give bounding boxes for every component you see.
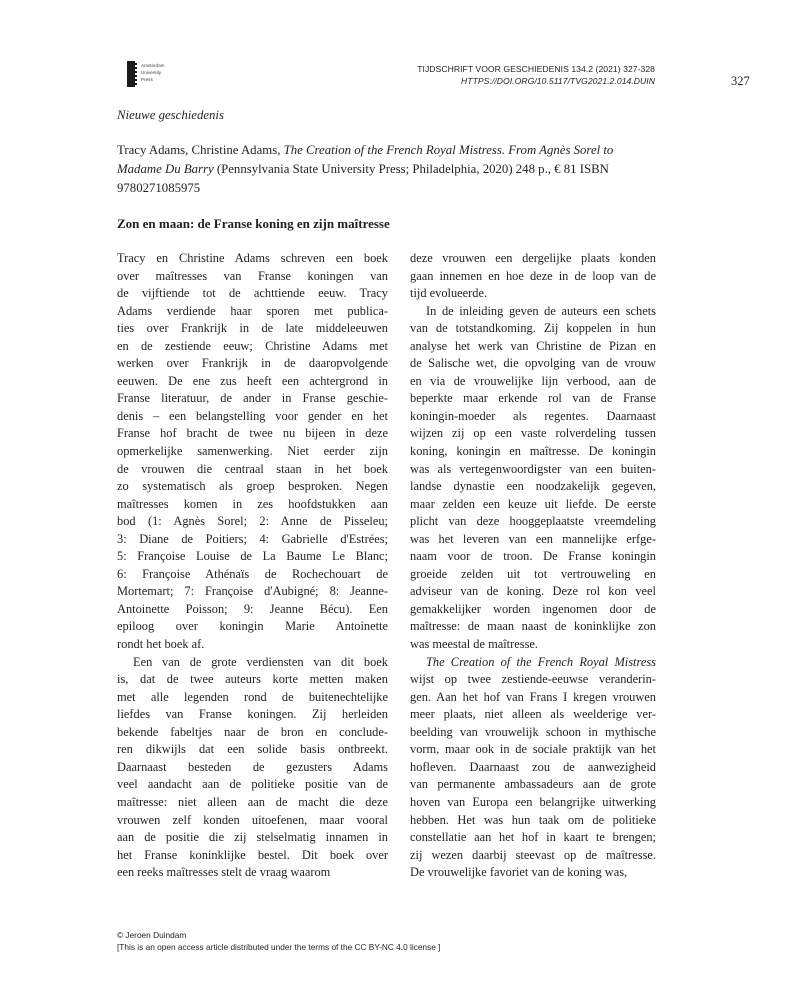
text-line: gaan innemen en hoe deze in de loop van de — [410, 268, 656, 283]
text-line: maîtresses komen in zes hoofdstukken aan — [117, 496, 388, 511]
text-line: Antoinette Poisson; 9: Jeanne Bécu). Een — [117, 601, 388, 616]
text-line: en de zestiende eeuw; Christine Adams met — [117, 338, 388, 353]
text-line: groeide zelden uit tot vertrouweling en — [410, 566, 656, 581]
text-line: De vrouwelijke favoriet van de koning was, — [410, 865, 628, 880]
text-line: vorm, maar ook in de sociale praktijk van het — [410, 742, 656, 757]
doi-link[interactable]: HTTPS://DOI.ORG/10.5117/TVG2021.2.014.DUIN — [461, 76, 655, 86]
text-line: ties over Frankrijk in de late middeleeuwen — [117, 321, 388, 336]
license-notice: [This is an open access article distributed under the terms of the CC BY-NC 4.0 license ] — [117, 942, 441, 952]
text-line: meer plaats, niet alleen als weelderige ver- — [410, 707, 656, 722]
text-line: constellatie aan het hof in kaart te brengen; — [410, 830, 656, 845]
text-line: zo systematisch als groep besproken. Negen — [117, 479, 388, 494]
text-line: beperkte maar erkende rol van de Franse — [410, 391, 656, 406]
text-line: de vrouwen die centraal staan in het boek — [117, 461, 388, 476]
text-line: epiloog over koningin Marie Antoinette — [117, 619, 388, 634]
text-line: rondt het boek af. — [117, 637, 205, 652]
text-line: 5: Françoise Louise de La Baume Le Blanc; — [117, 549, 388, 564]
body-column-left — [117, 250, 388, 882]
copyright-notice: © Jeroen Duindam — [117, 930, 187, 940]
text-line: landse dynastie een noodzakelijk gegeven, — [410, 479, 656, 494]
text-line: In de inleiding geven de auteurs een schets — [426, 303, 656, 318]
text-line: over maîtresses van Franse koningen van — [117, 268, 388, 283]
text-line: bekende fabeltjes naar de bron en conclude- — [117, 724, 388, 739]
text-line: eeuwen. De ene zus heeft een achtergrond in — [117, 373, 388, 388]
body-column-right — [410, 250, 656, 882]
text-line: een reeks maîtresses stelt de vraag waarom — [117, 865, 331, 880]
book-spine-icon — [127, 61, 135, 87]
text-line: is, dat de twee auteurs korte metten maken — [117, 672, 388, 687]
text-line: maîtresse: de maan naast de koninklijke zon — [410, 619, 656, 634]
text-line: koning, koningin en maîtresse. De koningin — [410, 444, 656, 459]
citation-publication: (Pennsylvania State University Press; Philadelphia, 2020) 248 p., € 81 ISBN 9780271085975 — [117, 162, 609, 195]
text-line: Tracy en Christine Adams schreven een boek — [117, 251, 388, 265]
text-line: maar zelden een keuze uit liefde. De eerste — [410, 496, 656, 511]
text-line: vrouwen zelf konden uitoefenen, maar vooral — [117, 812, 388, 827]
text-line: van de totstandkoming. Zij koppelen in hun — [410, 321, 656, 336]
text-line: de vijftiende tot de achttiende eeuw. Tracy — [117, 286, 388, 301]
journal-header — [417, 63, 655, 87]
text-line: tijd evolueerde. — [410, 286, 488, 301]
publisher-logo — [127, 61, 177, 87]
text-line: Franse literatuur, de ander in Franse geschie- — [117, 391, 388, 406]
text-line: hofleven. Daarnaast zou de aanwezigheid — [410, 759, 656, 774]
publisher-line-2: University — [141, 70, 162, 75]
text-line: deze vrouwen een dergelijke plaats konden — [410, 251, 656, 265]
text-line: opmerkelijke samenwerking. Niet eerder zijn — [117, 444, 388, 459]
text-line: met alle legenden rond de buitenechtelijke — [117, 689, 388, 704]
text-line: Daarnaast besteden de gezusters Adams — [117, 759, 388, 774]
publisher-name — [141, 62, 165, 83]
publisher-line-1: Amsterdam — [141, 63, 165, 68]
text-line: naam voor de troon. De Franse koningin — [410, 549, 656, 564]
text-line: ren dikwijls dat een solide basis ontbreekt. — [117, 742, 388, 757]
text-line: 6: Françoise Athénaïs de Rochechouart de — [117, 566, 388, 581]
footer — [117, 929, 440, 953]
text-line: Mortemart; 7: Françoise d'Aubigné; 8: Jeanne- — [117, 584, 388, 599]
text-line: Franse hof bracht de twee nu bijeen in deze — [117, 426, 388, 441]
text-line: Een van de grote verdiensten van dit boek — [133, 654, 388, 669]
text-line: bod (1: Agnès Sorel; 2: Anne de Pisseleu; — [117, 514, 388, 529]
section-label: Nieuwe geschiedenis — [117, 108, 224, 122]
text-line: was het leveren van een mannelijke erfge- — [410, 531, 656, 546]
text-line: maîtresse: niet alleen aan de macht die deze — [117, 794, 388, 809]
text-line: werken over Frankrijk in de daaropvolgende — [117, 356, 388, 371]
text-line: Adams verdiende haar sporen met publica- — [117, 303, 388, 318]
text-line: gen. Aan het hof van Frans I kregen vrouwen — [410, 689, 656, 704]
text-line: 3: Diane de Poitiers; 4: Gabrielle d'Estrées; — [117, 531, 388, 546]
text-line: wijst op twee zestiende-eeuwse veranderin- — [410, 672, 656, 687]
text-line: van permanente ambassadeurs aan de grote — [410, 777, 656, 792]
text-line: analyse het werk van Christine de Pizan en — [410, 338, 656, 353]
text-line: denis – een belangstelling voor gender en het — [117, 408, 388, 423]
text-line: hoven van Europa een belangrijke uitwerking — [410, 794, 656, 809]
text-line: en via de vrouwelijke lijn verbood, aan de — [410, 373, 656, 388]
text-line: veel aandacht aan de politieke positie van de — [117, 777, 388, 792]
citation-authors: Tracy Adams, Christine Adams, — [117, 143, 281, 157]
book-citation — [117, 141, 657, 198]
text-line: was als vertegenwoordigster van een buiten- — [410, 461, 656, 476]
text-line: zij wezen daarbij steevast op de maîtresse. — [410, 847, 656, 862]
text-line: gemakkelijker worden ingenomen door de — [410, 601, 656, 616]
journal-citation: TIJDSCHRIFT VOOR GESCHIEDENIS 134.2 (2021) 327-328 — [417, 64, 655, 74]
text-line: koningin-moeder als regentes. Daarnaast — [410, 408, 656, 423]
publisher-line-3: Press — [141, 77, 153, 82]
text-line: plicht van deze hooggeplaatste vreemdeling — [410, 514, 656, 529]
review-title: Zon en maan: de Franse koning en zijn maîtresse — [117, 216, 390, 231]
text-line: het Franse koninklijke bestel. Dit boek over — [117, 847, 388, 862]
page-number: 327 — [731, 74, 750, 88]
text-line: adviseur van de koning. Deze rol kon veel — [410, 584, 656, 599]
text-line: The Creation of the French Royal Mistress — [426, 654, 656, 669]
text-line: liefdes van Franse koningen. Zij herleiden — [117, 707, 388, 722]
text-line: was meestal de maîtresse. — [410, 637, 538, 652]
text-line: aan de positie die zij stelselmatig innamen in — [117, 830, 388, 845]
text-line: wijzen zij op een vaste rolverdeling tussen — [410, 426, 656, 441]
text-line: de Salische wet, die opvolging van de vrouw — [410, 356, 656, 371]
text-line: hebben. Het was hun taak om de politieke — [410, 812, 656, 827]
text-line: beelding van vrouwelijk schoon in mythische — [410, 724, 656, 739]
citation-book-title: The Creation of the French Royal Mistress. From Agnès Sorel to Madame Du Barry — [117, 143, 614, 176]
